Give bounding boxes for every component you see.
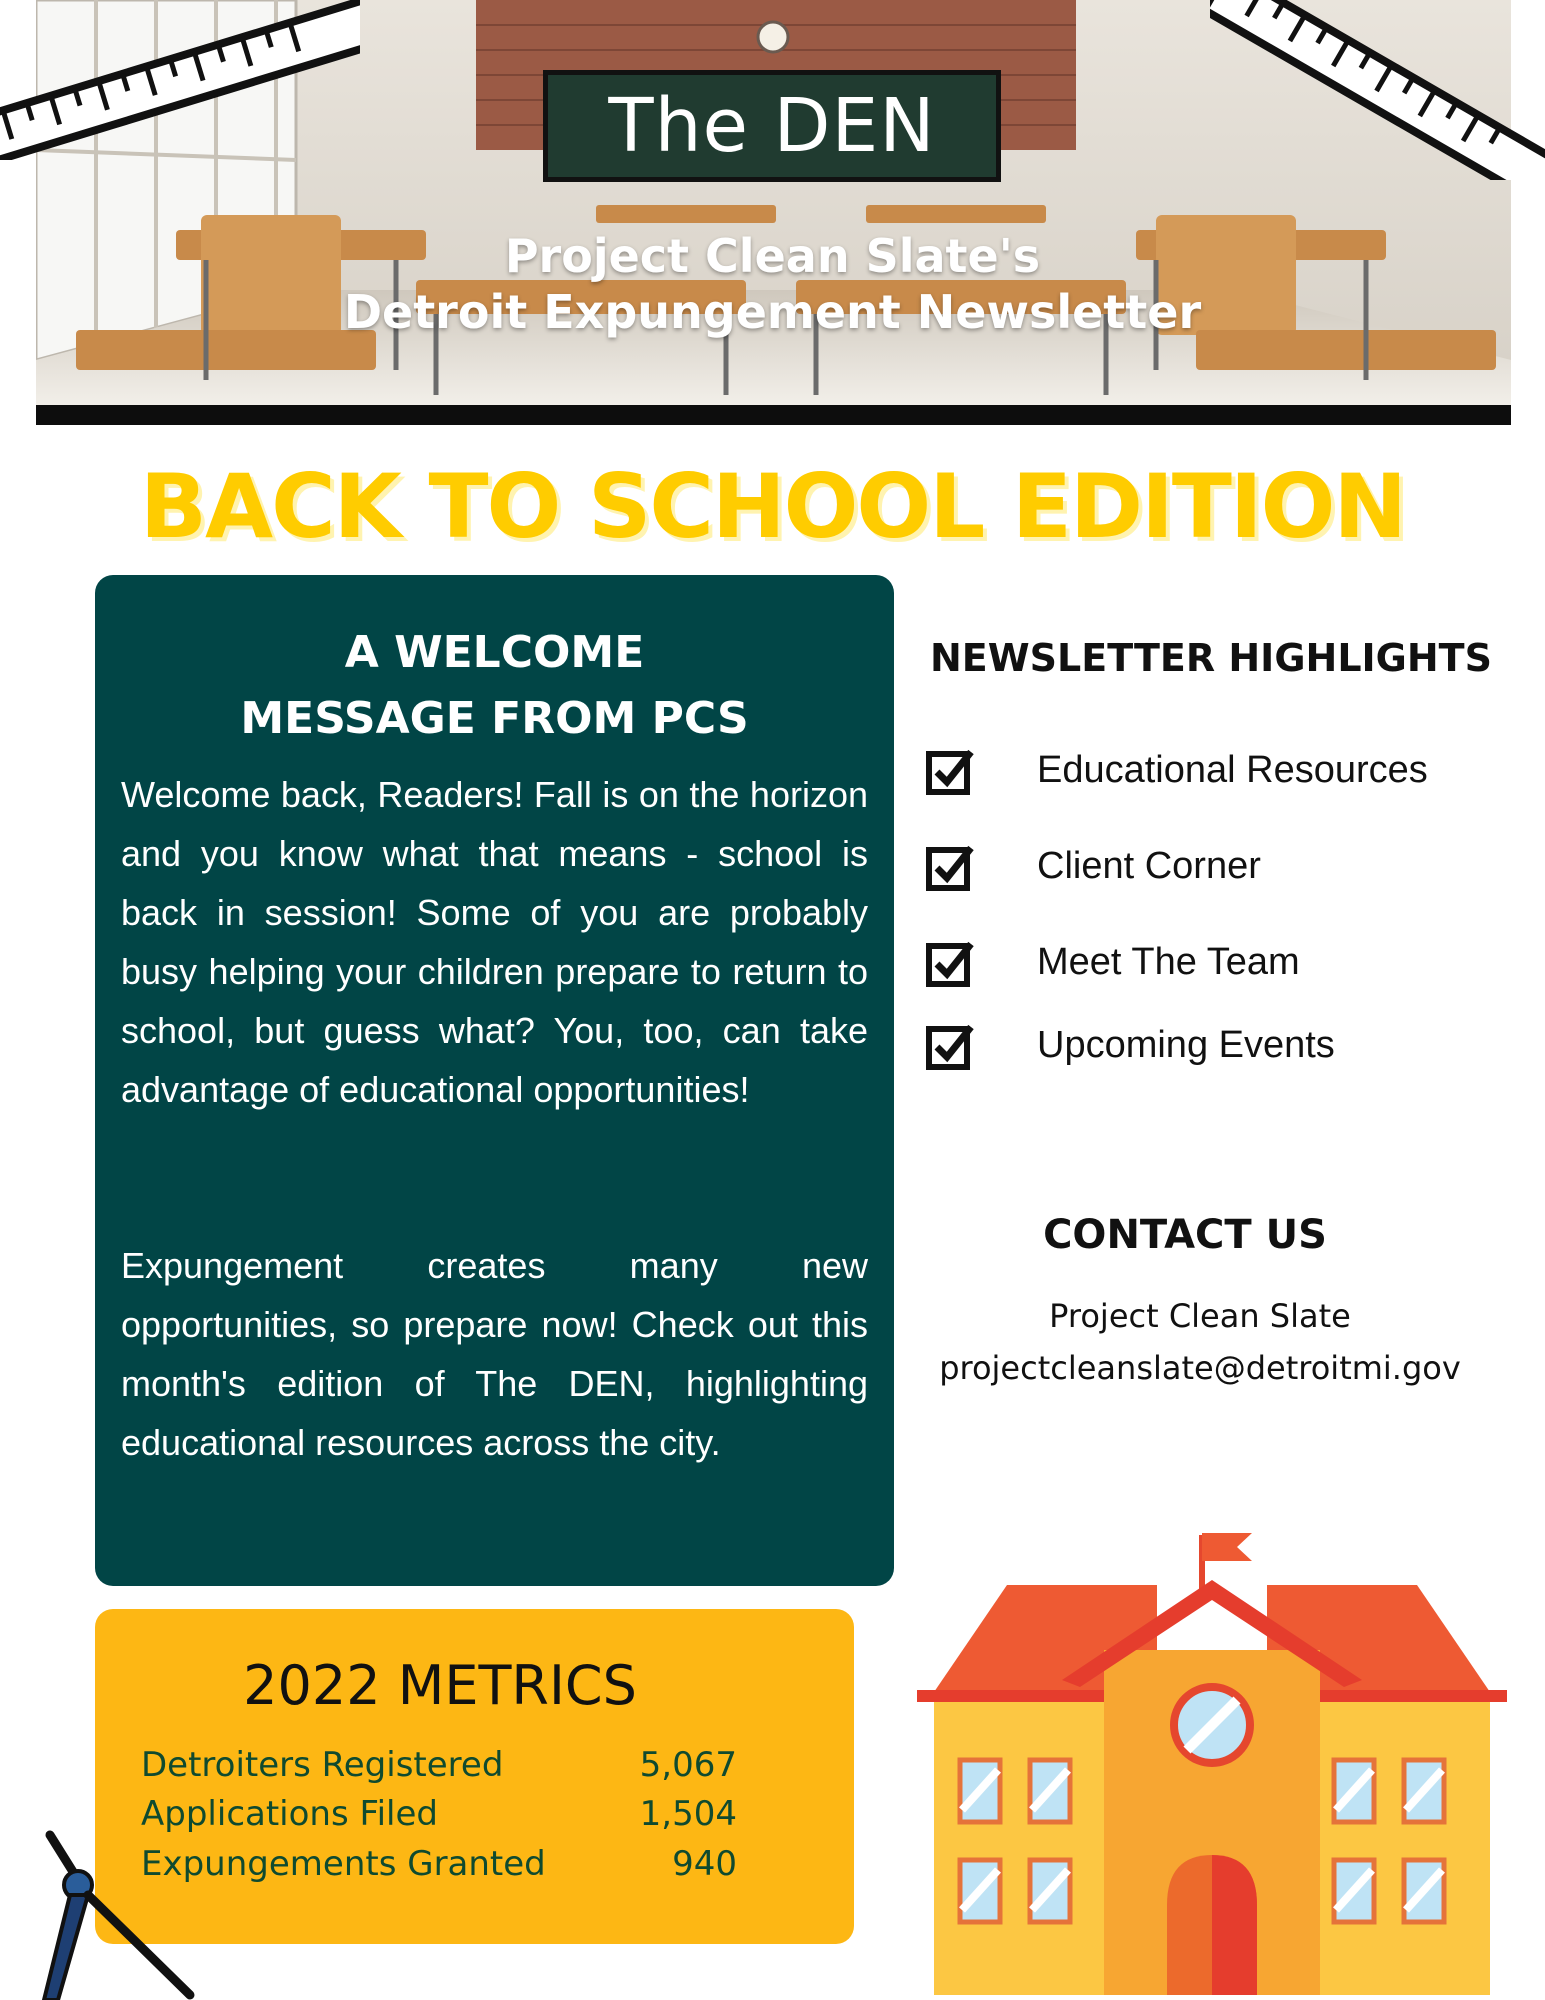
metrics-title: 2022 METRICS bbox=[243, 1654, 637, 1717]
contact-email[interactable]: projectcleanslate@detroitmi.gov bbox=[939, 1349, 1461, 1387]
metric-value: 1,504 bbox=[639, 1794, 737, 1834]
drawing-compass-icon bbox=[30, 1825, 200, 2000]
checkbox-checked-icon bbox=[925, 936, 977, 988]
highlight-label: Educational Resources bbox=[1037, 748, 1428, 791]
metric-value: 5,067 bbox=[639, 1745, 737, 1785]
banner-divider-bar bbox=[36, 405, 1511, 425]
checkbox-checked-icon bbox=[925, 840, 977, 892]
checkbox-checked-icon bbox=[925, 1019, 977, 1071]
newsletter-subtitle bbox=[200, 228, 1345, 340]
welcome-paragraph-1: Welcome back, Readers! Fall is on the horizon and you know what that means - school is back in session! Some of you are probably busy helping your children prepare to return to school, but guess what? You, too, can take advantage of educational opportunities! bbox=[121, 774, 868, 1110]
welcome-title-line-2: MESSAGE FROM PCS bbox=[240, 693, 749, 744]
subtitle-line-2: Detroit Expungement Newsletter bbox=[343, 285, 1202, 339]
school-building-icon bbox=[912, 1525, 1512, 1995]
newsletter-title-board: The DEN bbox=[543, 70, 1001, 182]
metric-row bbox=[141, 1745, 737, 1795]
highlight-item-client-corner bbox=[925, 836, 1261, 896]
subtitle-line-1: Project Clean Slate's bbox=[504, 229, 1041, 283]
welcome-paragraph-2: Expungement creates many new opportunities, so prepare now! Check out this month's edition of The DEN, highlighting educational resources across the city. bbox=[121, 1245, 868, 1463]
metric-value: 940 bbox=[672, 1844, 737, 1884]
ruler-left-icon bbox=[0, 0, 360, 160]
metric-label: Applications Filed bbox=[141, 1794, 438, 1834]
metric-label: Expungements Granted bbox=[141, 1844, 546, 1884]
metric-label: Detroiters Registered bbox=[141, 1745, 504, 1785]
highlight-item-meet-the-team bbox=[925, 932, 1300, 992]
welcome-title bbox=[95, 620, 894, 752]
highlight-label: Client Corner bbox=[1037, 844, 1261, 887]
metric-row bbox=[141, 1794, 737, 1844]
contact-title: CONTACT US bbox=[1043, 1212, 1327, 1258]
ruler-right-icon bbox=[1210, 0, 1545, 180]
highlight-item-educational-resources bbox=[925, 740, 1428, 800]
welcome-title-line-1: A WELCOME bbox=[344, 627, 645, 678]
edition-heading: BACK TO SCHOOL EDITION bbox=[139, 455, 1406, 558]
checkbox-checked-icon bbox=[925, 744, 977, 796]
contact-organization: Project Clean Slate bbox=[1049, 1297, 1351, 1335]
highlight-label: Upcoming Events bbox=[1037, 1023, 1335, 1066]
highlight-item-upcoming-events bbox=[925, 1015, 1335, 1075]
highlight-label: Meet The Team bbox=[1037, 940, 1300, 983]
highlights-title: NEWSLETTER HIGHLIGHTS bbox=[930, 636, 1492, 680]
metric-row bbox=[141, 1844, 737, 1894]
